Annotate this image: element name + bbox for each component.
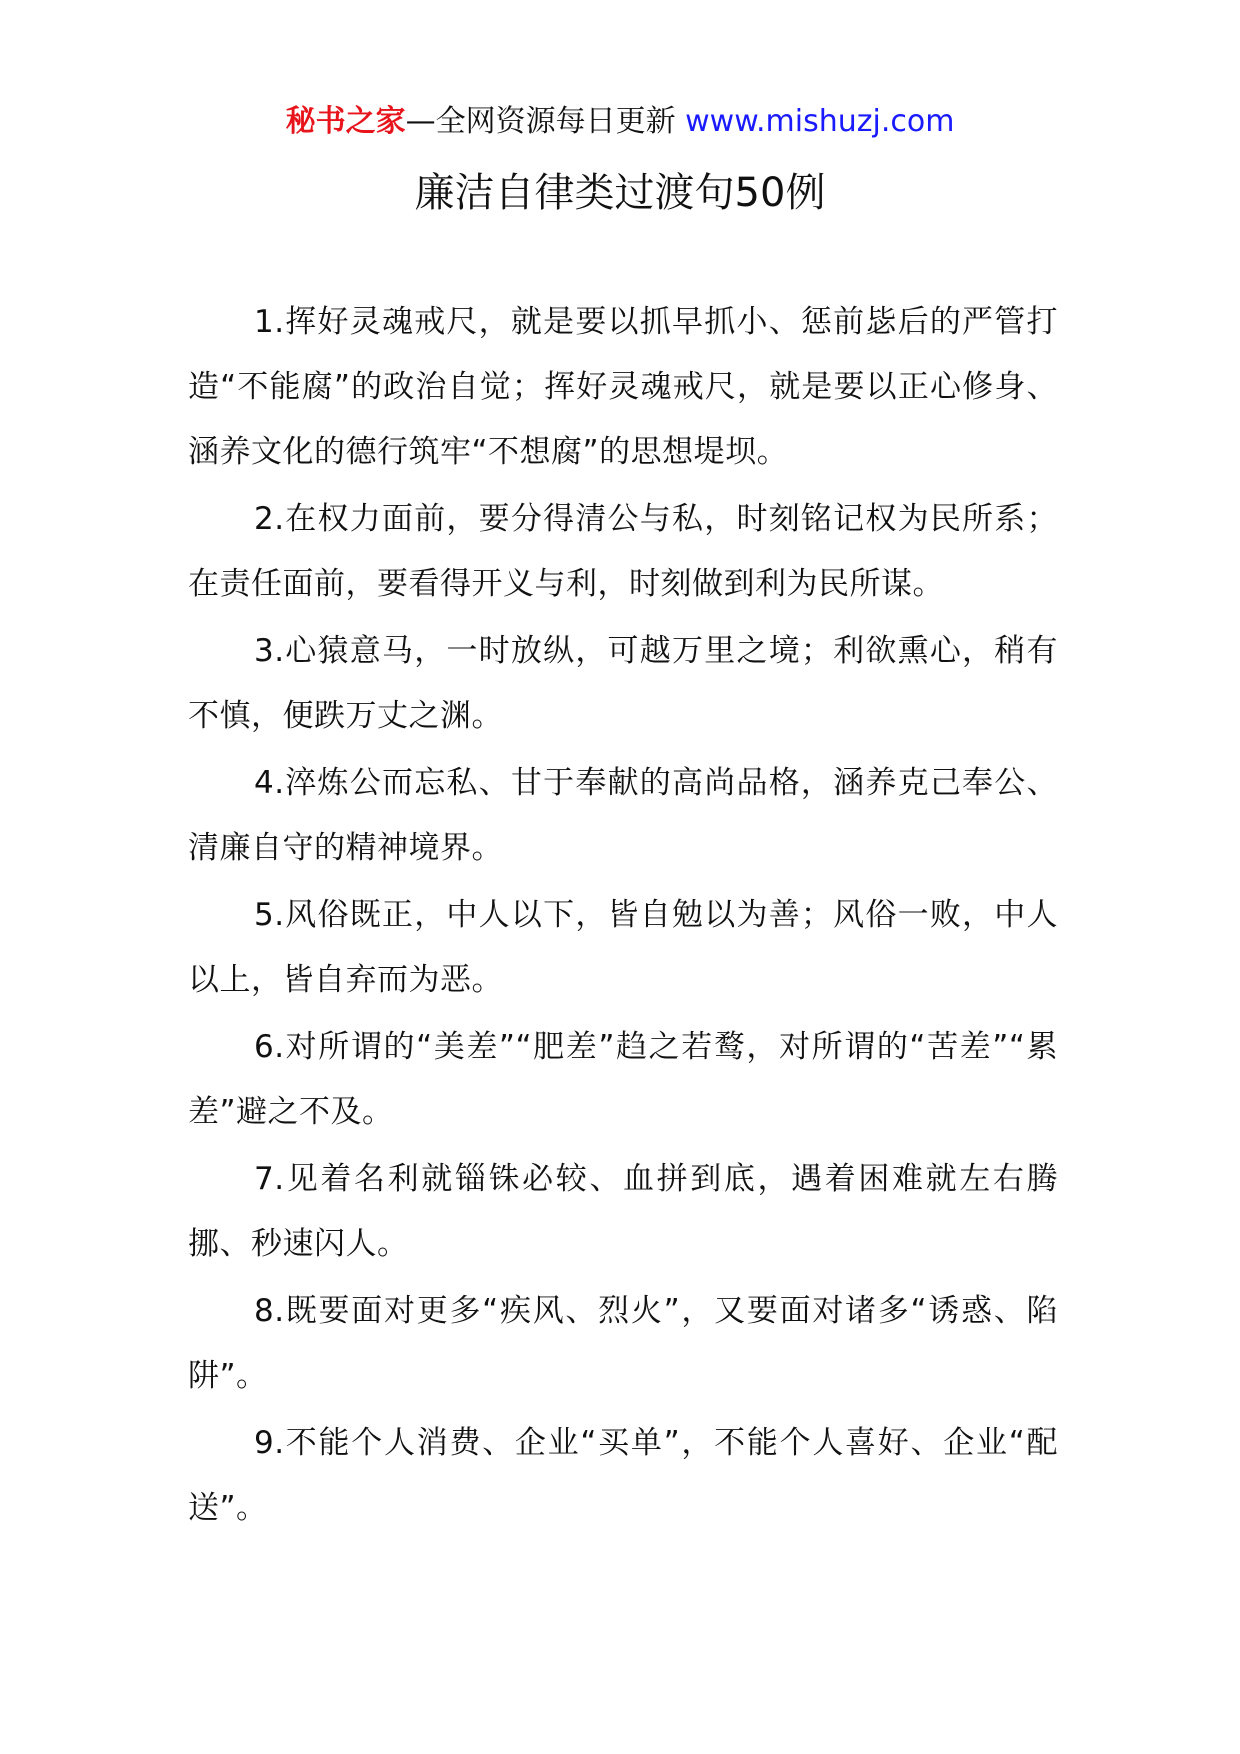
- list-item: 4.淬炼公而忘私、甘于奉献的高尚品格，涵养克己奉公、清廉自守的精神境界。: [188, 765, 1058, 866]
- list-item: 7.见着名利就锱铢必较、血拼到底，遇着困难就左右腾挪、秒速闪人。: [188, 1161, 1058, 1262]
- site-url-link[interactable]: www.mishuzj.com: [685, 104, 955, 139]
- list-item: 5.风俗既正，中人以下，皆自勉以为善；风俗一败，中人以上，皆自弃而为恶。: [188, 897, 1058, 998]
- list-item: 1.挥好灵魂戒尺，就是要以抓早抓小、惩前毖后的严管打造“不能腐”的政治自觉；挥好灵魂戒尺，就是要以正心修身、涵养文化的德行筑牢“不想腐”的思想堤坝。: [188, 304, 1058, 470]
- list-item: 6.对所谓的“美差”“肥差”趋之若鹜，对所谓的“苦差”“累差”避之不及。: [188, 1029, 1058, 1130]
- list-item: 9.不能个人消费、企业“买单”，不能个人喜好、企业“配送”。: [188, 1425, 1058, 1526]
- list-item: 8.既要面对更多“疾风、烈火”，又要面对诸多“诱惑、陷阱”。: [188, 1293, 1058, 1394]
- document-body: [188, 290, 1058, 1543]
- site-slogan: —全网资源每日更新: [405, 104, 686, 139]
- page-title: 廉洁自律类过渡句50例: [414, 170, 826, 216]
- list-item: 2.在权力面前，要分得清公与私，时刻铭记权为民所系；在责任面前，要看得开义与利，时刻做到利为民所谋。: [188, 501, 1058, 602]
- list-item: 3.心猿意马，一时放纵，可越万里之境；利欲熏心，稍有不慎，便跌万丈之渊。: [188, 633, 1058, 734]
- brand-name: 秘书之家: [285, 104, 406, 139]
- site-header: [0, 100, 1240, 144]
